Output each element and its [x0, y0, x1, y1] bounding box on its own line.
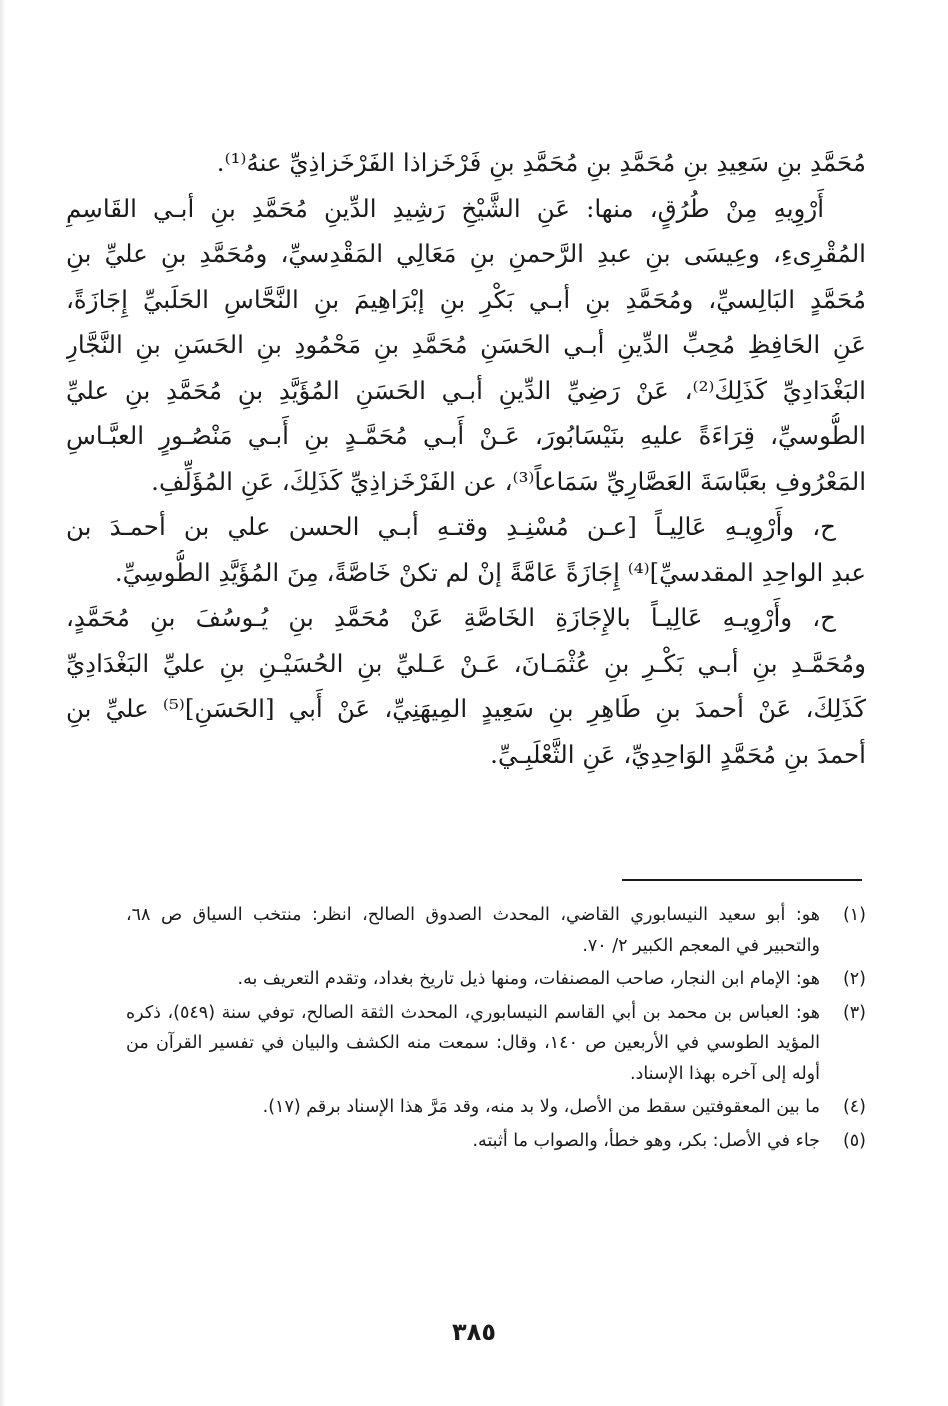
footnote-number: (٥) — [842, 1130, 866, 1151]
footnote-number: (١) — [842, 905, 866, 925]
text-line: المَعْرُوفِ بعَبَّاسَةَ العَصَّارِيِّ سَمَاعاً⁽³⁾، عن الفَرْخَزاذِيِّ كَذَلِكَ، عَنِ المُؤَلِّفِ. — [151, 466, 866, 496]
footnote-item — [126, 1126, 866, 1157]
footnote-text: هو: أبو سعيد النيسابوري القاضي، المحدث الصدوق الصالح، انظر: منتخب السياق ص ٦٨، والتحبير في المعجم الكبير ٢/ ٧٠. — [126, 905, 820, 956]
footnote-item — [126, 1092, 866, 1123]
main-text-block — [66, 140, 866, 777]
text-line: أحمدَ بنِ مُحَمَّدٍ الوَاحِدِيِّ، عَنِ الثَّعْلَبِـيِّ. — [490, 739, 866, 769]
text-line: ومُحَمَّـدِ بنِ أبـي بَكْـرِ بنِ عُثْمَـانَ، عَـنْ عَـليِّ بنِ الحُسَيْـنِ بنِ عليِّ البَغْدَادِيِّ — [66, 648, 866, 678]
text-line: عبدِ الواحِدِ المقدسيِّ]⁽⁴⁾ إِجَازَةً عَامَّةً إنْ لم تكنْ خَاصَّةً، مِنَ المُؤَيَّدِ الطُّوسِيِّ. — [114, 557, 866, 587]
text-line: مُحَمَّدٍ البَالِسيِّ، ومُحَمَّدِ بنِ أبـي بَكْرِ بنِ إبْرَاهِيمَ بنِ النَّحَّاسِ الحَلَبيِّ إِجَازَةً، — [66, 284, 866, 314]
text-line: ح، وأَرْوِيـهِ عَالِيـاً بالإِجَازَةِ الخَاصَّةِ عَنْ مُحَمَّدِ بنِ يُـوسُفَ بنِ مُحَمَّدٍ، — [66, 603, 836, 632]
footnote-number: (٢) — [842, 969, 866, 989]
text-line: البَغْدَادِيِّ كَذَلِكَ⁽²⁾، عَنْ رَضِيِّ الدِّينِ أبـي الحَسَنِ المُؤَيَّدِ بنِ مُحَمَّدِ بنِ عليِّ — [66, 375, 866, 405]
footnote-number: (٤) — [842, 1097, 866, 1117]
footnote-text: هو: العباس بن محمد بن أبي القاسم النيسابوري، المحدث الثقة الصالح، توفي سنة (٥٤٩)، ذكره المؤيد الطوسي في الأربعين ص ١٤٠، وقال: سمعت منه الكشف والبيان في تفسير القرآن من أوله إلى آخره بهذا الإسناد. — [126, 1002, 820, 1084]
footnote-item — [126, 900, 866, 961]
footnote-text: جاء في الأصل: بكر، وهو خطأ، والصواب ما أثبته. — [472, 1130, 820, 1151]
text-line: الطُّوسيِّ، قِرَاءَةً عليهِ بنَيْسَابُورَ، عَـنْ أَبـي مُحَمَّـدٍ بنِ أَبـي مَنْصُـورٍ العبَّـاسِ — [66, 421, 866, 450]
footnote-separator — [622, 879, 862, 881]
text-line: أَرْوِيهِ مِنْ طُرُقٍ، منها: عَنِ الشَّيْخِ رَشِيدِ الدِّينِ مُحَمَّدِ بنِ أبـي القَاسِمِ — [66, 193, 824, 223]
footnote-item — [126, 964, 866, 995]
footnotes-block — [126, 900, 866, 1159]
scan-edge-shadow — [0, 0, 6, 1406]
footnote-item — [126, 998, 866, 1090]
page-number: ٣٨٥ — [452, 1318, 496, 1346]
text-line: عَنِ الحَافِظِ مُحِبِّ الدِّينِ أبـي الحَسَنِ مُحَمَّدِ بنِ مَحْمُودِ بنِ الحَسَنِ بنِ النَّجَّارِ — [66, 330, 866, 359]
text-line: مُحَمَّدِ بنِ سَعِيدِ بنِ مُحَمَّدِ بنِ مُحَمَّدِ بنِ فَرْخَزاذا الفَرْخَزاذِيِّ عنهُ⁽¹⁾. — [216, 148, 866, 177]
footnote-text: ما بين المعقوفتين سقط من الأصل، ولا بد منه، وقد مَرَّ هذا الإسناد برقم (١٧). — [262, 1097, 820, 1117]
text-line: المُقْرِىءِ، وعِيسَى بنِ عبدِ الرَّحمنِ بنِ مَعَالِي المَقْدِسيِّ، ومُحَمَّدِ بنِ عليِّ بنِ — [66, 239, 866, 268]
footnote-text: هو: الإمام ابن النجار، صاحب المصنفات، ومنها ذيل تاريخ بغداد، وتقدم التعريف به. — [237, 969, 820, 989]
text-line: كَذَلِكَ، عَنْ أحمدَ بنِ طَاهِرِ بنِ سَعِيدٍ المِيهَنِيِّ، عَنْ أَبي [الحَسَنِ]⁽⁵⁾ عليِّ بنِ — [66, 694, 866, 723]
text-line: ح، وأَرْوِيـهِ عَالِيـاً [عـن مُسْنِـدِ وقتـهِ أبـي الحسن علي بن أحمـدَ بن — [66, 512, 836, 541]
footnote-number: (٣) — [842, 1002, 866, 1023]
